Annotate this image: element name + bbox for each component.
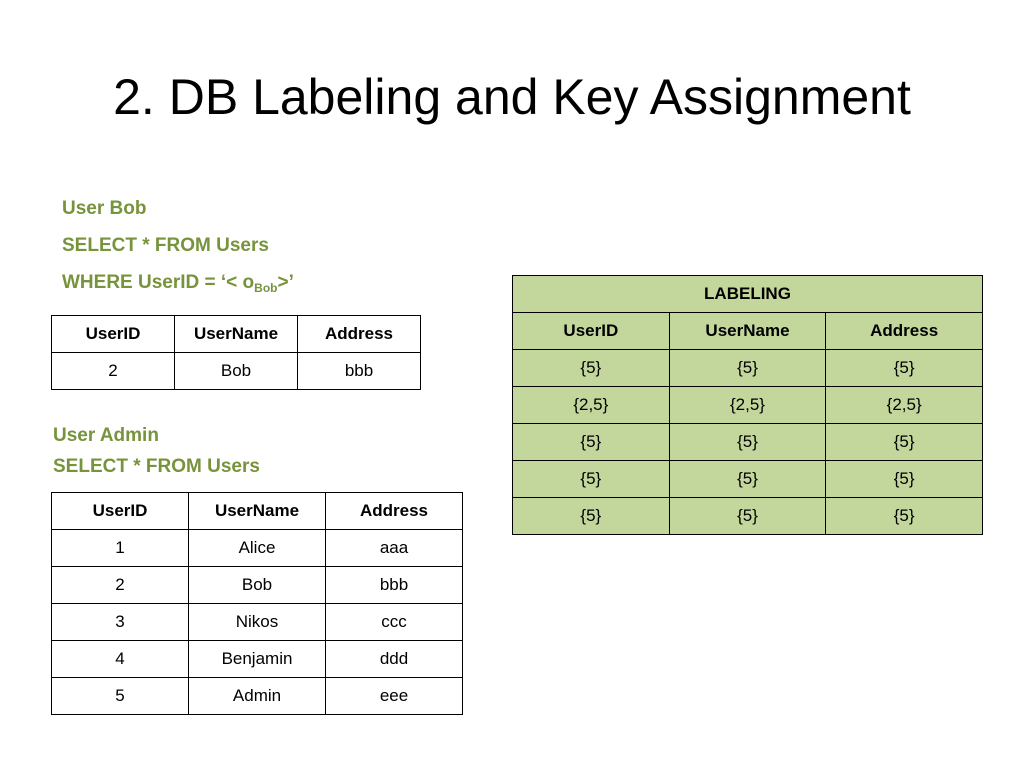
column-header: UserID [513,313,670,350]
bob-query-line2-subscript: Bob [254,281,278,295]
table-cell: bbb [298,353,421,390]
bob-query-block [62,197,294,295]
column-header: Address [326,493,463,530]
table-row [52,530,463,567]
label-cell: {5} [513,350,670,387]
label-cell: {5} [513,461,670,498]
column-header: UserID [52,316,175,353]
table-cell: 5 [52,678,189,715]
label-cell: {2,5} [513,387,670,424]
bob-query-line2-prefix: WHERE UserID = ‘< o [62,272,255,293]
table-cell: 4 [52,641,189,678]
table-cell: aaa [326,530,463,567]
table-cell: 3 [52,604,189,641]
column-header: UserName [189,493,326,530]
bob-query-line1: SELECT * FROM Users [62,235,269,256]
table-cell: bbb [326,567,463,604]
label-cell: {5} [669,350,826,387]
column-header: Address [826,313,983,350]
label-cell: {5} [826,350,983,387]
table-row [513,498,983,535]
table-row [513,461,983,498]
table-header-row [52,493,463,530]
slide-title: 2. DB Labeling and Key Assignment [113,69,911,125]
table-header-row [52,316,421,353]
table-cell: 2 [52,567,189,604]
table-cell: Alice [189,530,326,567]
label-cell: {5} [826,461,983,498]
column-header: UserID [52,493,189,530]
table-row [52,604,463,641]
table-cell: Benjamin [189,641,326,678]
admin-query-block [53,424,260,479]
table-row [513,350,983,387]
label-cell: {2,5} [669,387,826,424]
admin-query-line1: SELECT * FROM Users [53,456,260,477]
column-header: UserName [669,313,826,350]
label-cell: {5} [826,498,983,535]
table-cell: 2 [52,353,175,390]
table-cell: 1 [52,530,189,567]
table-header-row [513,313,983,350]
admin-result-table [51,492,463,715]
table-cell: Bob [189,567,326,604]
table-row [513,387,983,424]
table-cell: ddd [326,641,463,678]
bob-result-table [51,315,421,390]
admin-user-label: User Admin [53,425,159,446]
table-row [52,567,463,604]
table-cell: Admin [189,678,326,715]
label-cell: {5} [513,424,670,461]
label-cell: {5} [826,424,983,461]
table-cell: eee [326,678,463,715]
label-cell: {5} [669,461,826,498]
table-cell: Nikos [189,604,326,641]
column-header: UserName [175,316,298,353]
labeling-table [512,275,983,535]
table-row [52,353,421,390]
labeling-caption: LABELING [513,276,983,313]
bob-query-line2-suffix: >’ [277,272,294,293]
table-row [52,641,463,678]
label-cell: {5} [513,498,670,535]
table-row [52,678,463,715]
column-header: Address [298,316,421,353]
label-cell: {5} [669,498,826,535]
label-cell: {2,5} [826,387,983,424]
table-cell: ccc [326,604,463,641]
labeling-caption-row [513,276,983,313]
table-row [513,424,983,461]
table-cell: Bob [175,353,298,390]
bob-user-label: User Bob [62,198,147,219]
label-cell: {5} [669,424,826,461]
bob-query-line2 [62,271,294,295]
